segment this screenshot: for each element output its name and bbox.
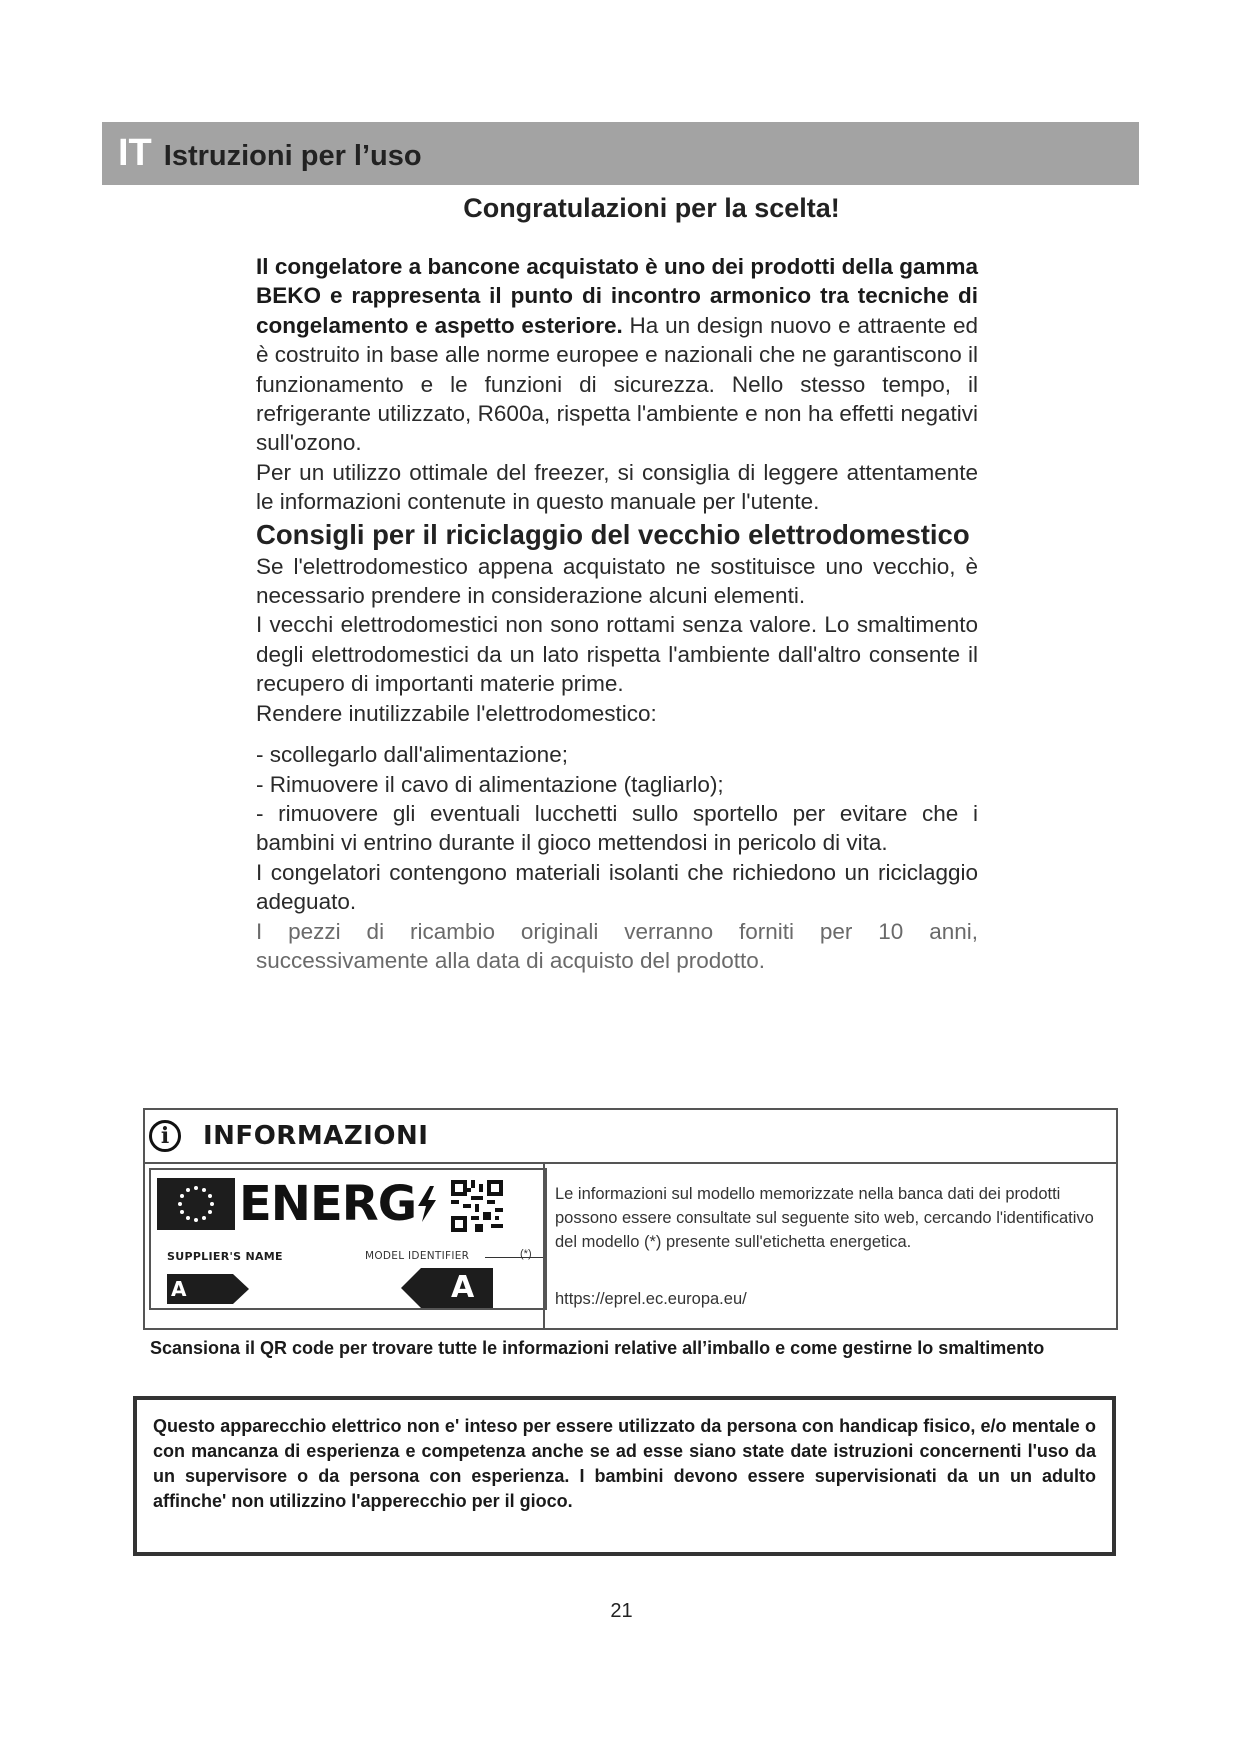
recycling-heading: Consigli per il riciclaggio del vecchio elettrodomestico [256,518,970,550]
recycling-paragraph-4: I congelatori contengono materiali isolanti che richiedono un riciclaggio adeguato. [256,859,978,915]
intro-paragraph-2: Per un utilizzo ottimale del freezer, si consiglia di leggere attentamente le informazioni contenute in questo manuale per l'utente. [256,459,978,515]
energy-label [149,1168,547,1310]
intro-paragraph [256,252,978,458]
energy-logo: ENERG [239,1176,438,1232]
spare-parts-note: I pezzi di ricambio originali verranno forniti per 10 anni, successivamente alla data di acquisto del prodotto. [256,918,978,973]
info-header [145,1110,1116,1164]
lightning-icon [416,1186,438,1222]
info-box [143,1108,1118,1330]
energy-class-small: A [171,1277,187,1301]
recycling-paragraph-1: Se l'elettrodomestico appena acquistato ne sostituisce uno vecchio, è necessario prendere in considerazione alcuni elementi. [256,553,978,609]
model-identifier-label: MODEL IDENTIFIER [365,1250,470,1262]
intro-text: Ha un design nuovo e attraente ed è costruito in base alle norme europee e nazionali che ne garantiscono il funzionamento e le funzioni di sicurezza. Nello stesso tempo, il refrigerante utilizzato, R600a, rispetta l'ambiente e non ha effetti negativi sull'ozono. [256,312,979,456]
info-divider [543,1162,545,1328]
energy-class-arrow-large [401,1268,493,1308]
spacer [256,728,978,740]
recycling-step: - Rimuovere il cavo di alimentazione (tagliarlo); [256,771,724,797]
eprel-link[interactable]: https://eprel.ec.europa.eu/ [555,1290,747,1308]
page-title: Congratulazioni per la scelta! [463,193,840,223]
supplier-name-label: SUPPLIER'S NAME [167,1250,283,1263]
recycling-step: - scollegarlo dall'alimentazione; [256,742,568,768]
qr-code-icon [451,1180,503,1232]
recycling-step: - rimuovere gli eventuali lucchetti sullo sportello per evitare che i bambini vi entrino durante il gioco mettendosi in pericolo di vita. [256,800,978,856]
recycling-paragraph-2: I vecchi elettrodomestici non sono rottami senza valore. Lo smaltimento degli elettrodomestici da un lato rispetta l'ambiente dall'altro consente il recupero di importanti materie prime. [256,612,978,697]
warning-box [133,1396,1116,1556]
main-content [256,252,978,975]
recycling-paragraph-3: Rendere inutilizzabile l'elettrodomestico: [256,700,657,726]
intro-bold-text: Il congelatore a bancone acquistato è uno dei prodotti della gamma BEKO e rappresenta il punto di incontro armonico tra tecniche di congelamento e aspetto esteriore. [256,254,978,338]
qr-note: Scansiona il QR code per trovare tutte le informazioni relative all’imballo e come gestirne lo smaltimento [150,1338,1045,1358]
section-title: Istruzioni per l’uso [163,140,422,172]
eu-flag-icon [157,1178,235,1230]
model-asterisk: (*) [520,1248,532,1260]
energy-class-large: A [451,1270,475,1305]
info-title: INFORMAZIONI [203,1121,429,1151]
warning-text: Questo apparecchio elettrico non e' inteso per essere utilizzato da persona con handicap fisico, e/o mentale o con mancanza di esperienza e competenza anche se ad esse siano state date istruzioni concernenti l'uso da un supervisore o da persona con esperienza. I bambini devono essere supervisionati da un un adulto affinche' non utilizzino l'apperecchio per il gioco. [153,1416,1096,1511]
info-text: Le informazioni sul modello memorizzate nella banca dati dei prodotti possono essere consultate sul seguente sito web, cercando l'identificativo del modello (*) presente sull'etichetta energetica. [555,1185,1094,1251]
section-header [102,122,1139,185]
info-icon: i [149,1120,181,1152]
model-arrow-line [485,1257,545,1258]
language-code: IT [118,132,152,174]
page-number: 21 [610,1600,633,1622]
